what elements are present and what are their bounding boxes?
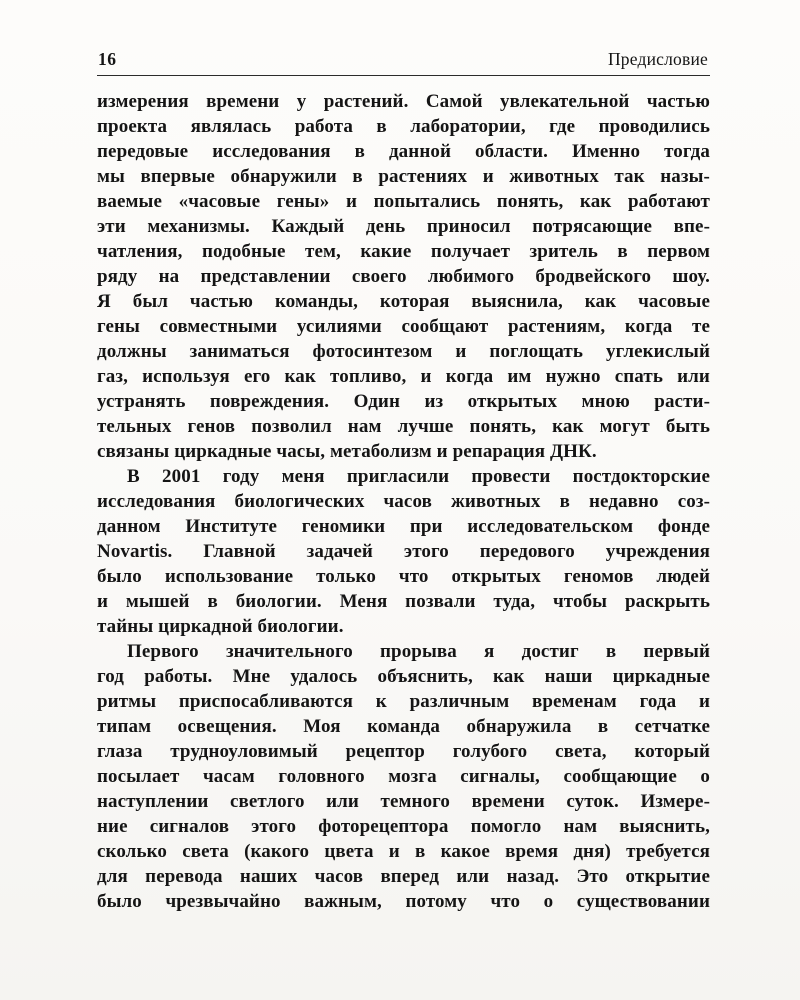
text-line: ваемые «часовые гены» и попытались понять, как работают: [97, 191, 710, 212]
text-line: было использование только что открытых геномов людей: [97, 566, 710, 587]
text-line: Novartis. Главной задачей этого передового учреждения: [97, 541, 710, 562]
text-line: гены совместными усилиями сообщают растениям, когда те: [97, 316, 710, 337]
text-line: Я был частью команды, которая выяснила, как часовые: [97, 291, 710, 312]
text-line: ритмы приспосабливаются к различным временам года и: [97, 691, 710, 712]
text-line: В 2001 году меня пригласили провести постдокторские: [127, 466, 710, 487]
text-line: год работы. Мне удалось объяснить, как наши циркадные: [97, 666, 710, 687]
body-text: [97, 89, 710, 914]
text-line: измерения времени у растений. Самой увлекательной частью: [97, 91, 710, 112]
text-line: мы впервые обнаружили в растениях и животных так назы-: [97, 166, 710, 187]
text-line: типам освещения. Моя команда обнаружила в сетчатке: [97, 716, 710, 737]
page-header: [97, 48, 710, 75]
text-line: ние сигналов этого фоторецептора помогло нам выяснить,: [97, 816, 710, 837]
text-line: связаны циркадные часы, метаболизм и репарация ДНК.: [97, 441, 597, 462]
text-line: тайны циркадной биологии.: [97, 616, 344, 637]
text-line: наступлении светлого или темного времени суток. Измере-: [97, 791, 710, 812]
text-line: данном Институте геномики при исследовательском фонде: [97, 516, 710, 537]
text-line: ряду на представлении своего любимого бродвейского шоу.: [97, 266, 710, 287]
text-line: передовые исследования в данной области. Именно тогда: [97, 141, 710, 162]
text-line: было чрезвычайно важным, потому что о существовании: [97, 891, 710, 912]
text-line: Первого значительного прорыва я достиг в первый: [127, 641, 710, 662]
text-line: посылает часам головного мозга сигналы, сообщающие о: [97, 766, 710, 787]
text-line: тельных генов позволил нам лучше понять, как могут быть: [97, 416, 710, 437]
text-line: должны заниматься фотосинтезом и поглощать углекислый: [97, 341, 710, 362]
text-line: исследования биологических часов животных в недавно соз-: [97, 491, 710, 512]
text-line: газ, используя его как топливо, и когда им нужно спать или: [97, 366, 710, 387]
text-line: устранять повреждения. Один из открытых мною расти-: [97, 391, 710, 412]
text-line: и мышей в биологии. Меня позвали туда, чтобы раскрыть: [97, 591, 710, 612]
text-line: сколько света (какого цвета и в какое время дня) требуется: [97, 841, 710, 862]
text-line: чатления, подобные тем, какие получает зритель в первом: [97, 241, 710, 262]
text-line: для перевода наших часов вперед или назад. Это открытие: [97, 866, 710, 887]
header-rule: [97, 75, 710, 76]
running-head: Предисловие: [607, 49, 708, 69]
text-line: глаза трудноуловимый рецептор голубого света, который: [97, 741, 710, 762]
text-line: эти механизмы. Каждый день приносил потрясающие впе-: [97, 216, 710, 237]
text-line: проекта являлась работа в лаборатории, где проводились: [97, 116, 710, 137]
page-number: 16: [98, 49, 117, 69]
